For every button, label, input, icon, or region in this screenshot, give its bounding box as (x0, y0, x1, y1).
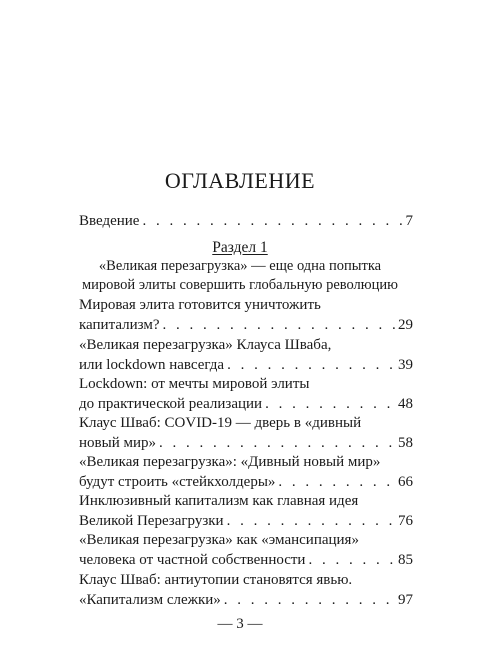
page-number: 97 (398, 591, 413, 608)
entry-title-line: капитализм? (79, 316, 160, 333)
section-subtitle-line: «Великая перезагрузка» — еще одна попытка (98, 258, 382, 274)
toc-entry (79, 296, 413, 335)
page-title: ОГЛАВЛЕНИЕ (164, 168, 316, 193)
entry-title-line: до практической реализации (79, 395, 263, 412)
entry-title-line: «Великая перезагрузка» как «эмансипация» (79, 532, 359, 548)
page-number: 66 (398, 473, 413, 490)
dot-leader (308, 551, 395, 571)
entry-title-line: «Великая перезагрузка» Клауса Шваба, (79, 337, 332, 353)
dot-leader (142, 212, 402, 232)
entry-title-line: Клаус Шваб: антиутопии становятся явью. (79, 572, 353, 588)
entry-title-line: «Капитализм слежки» (79, 591, 221, 608)
dot-leader (162, 316, 395, 336)
toc-entry (79, 375, 413, 414)
dot-leader (227, 512, 395, 532)
entry-title-line: новый мир» (79, 434, 156, 451)
entry-title-line: или lockdown навсегда (79, 356, 225, 373)
entry-title-line: Lockdown: от мечты мировой элиты (79, 376, 310, 392)
dot-leader (159, 434, 395, 454)
page-number: 76 (398, 512, 413, 529)
dot-leader (227, 356, 395, 376)
entry-title: Введение (79, 213, 140, 229)
page-number: 58 (398, 434, 413, 451)
page-number: 7 (405, 213, 413, 229)
entry-title-line: будут строить «стейкхолдеры» (79, 473, 276, 490)
toc-entry (79, 571, 413, 610)
entry-title-line: Великой Перезагрузки (79, 512, 224, 529)
toc-entry (79, 453, 413, 492)
toc-entry-intro (79, 212, 413, 232)
entry-title-line: Клаус Шваб: COVID-19 — дверь в «дивный (79, 415, 362, 431)
entry-title-line: «Великая перезагрузка»: «Дивный новый мир» (79, 454, 381, 470)
dot-leader (278, 473, 395, 493)
entry-title-line: Инклюзивный капитализм как главная идея (79, 493, 359, 509)
section-label: Раздел 1 (212, 239, 268, 256)
section-heading (0, 238, 480, 294)
page-number: 48 (398, 395, 413, 412)
page-number: 85 (398, 551, 413, 568)
page-number: 29 (398, 316, 413, 333)
dot-leader (224, 591, 395, 611)
dot-leader (265, 395, 395, 415)
section-subtitle-line: мировой элиты совершить глобальную революцию (82, 276, 398, 293)
entry-title-line: Мировая элита готовится уничтожить (79, 297, 321, 313)
toc-entry (79, 336, 413, 375)
toc-entry (79, 492, 413, 531)
entry-title-line: человека от частной собственности (79, 551, 306, 568)
toc-entry (79, 414, 413, 453)
page-number-footer: — 3 — (217, 616, 263, 632)
toc-entry (79, 531, 413, 570)
page-number: 39 (398, 356, 413, 373)
